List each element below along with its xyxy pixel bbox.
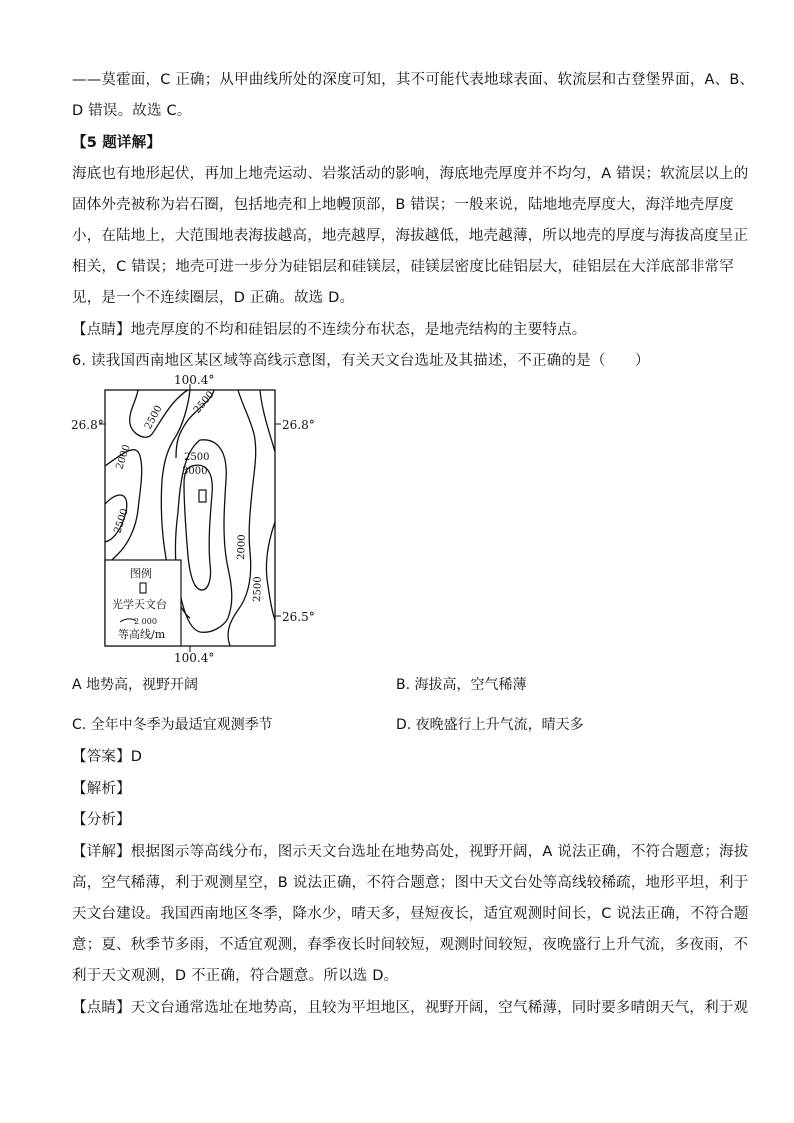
contour-line bbox=[266, 522, 275, 620]
option-a[interactable]: A 地势高，视野开阔 bbox=[72, 677, 199, 693]
option-d[interactable]: D. 夜晚盛行上升气流，晴天多 bbox=[396, 717, 584, 733]
contour-label: 2500 bbox=[191, 389, 217, 416]
text-line: 固体外壳被称为岩石圈，包括地壳和上地幔顶部，B 错误；一般来说，陆地地壳厚度大，海洋地壳厚度 bbox=[72, 197, 734, 213]
lon-bottom-label: 100.4° bbox=[174, 651, 215, 665]
answer: 【答案】D bbox=[72, 749, 143, 765]
legend-title: 图例 bbox=[130, 567, 152, 580]
contour-label: 2500 bbox=[142, 403, 165, 432]
question-stem: 6. 读我国西南地区某区域等高线示意图，有关天文台选址及其描述，不正确的是（ ） bbox=[72, 353, 650, 369]
text-line: 海底也有地形起伏，再加上地壳运动、岩浆活动的影响，海底地壳厚度并不均匀，A 错误；软流层以上的 bbox=[72, 166, 749, 182]
observatory-marker bbox=[199, 490, 206, 502]
detail-line: 高，空气稀薄，利于观测星空，B 说法正确，不符合题意；图中天文台处等高线较稀疏，地形平坦，利于 bbox=[72, 875, 749, 891]
text-line: ——莫霍面，C 正确；从甲曲线所处的深度可知，其不可能代表地球表面、软流层和古登堡界面，A、B、 bbox=[72, 72, 755, 88]
legend-contour-value: 2 000 bbox=[134, 617, 157, 626]
contour-line bbox=[184, 465, 212, 590]
text-line: 小，在陆地上，大范围地表海拔越高，地壳越厚，海拔越低，地壳越薄，所以地壳的厚度与海拔高度呈正 bbox=[72, 228, 749, 244]
detail-line: 【详解】根据图示等高线分布，图示天文台选址在地势高处，视野开阔，A 说法正确，不符合题意；海拔 bbox=[72, 844, 749, 860]
legend-observatory-label: 光学天文台 bbox=[112, 598, 167, 611]
contour-line bbox=[228, 390, 256, 646]
contour-label: 2500 bbox=[112, 507, 131, 535]
analysis-subheading: 【分析】 bbox=[72, 812, 131, 828]
detail-key-point: 【点睛】天文台通常选址在地势高，且较为平坦地区，视野开阔，空气稀薄，同时要多晴朗天气，利于观 bbox=[72, 1000, 749, 1016]
text-line: D 错误。故选 C。 bbox=[72, 103, 192, 119]
contour-label: 2500 bbox=[252, 576, 264, 603]
text-line: 相关，C 错误；地壳可进一步分为硅铝层和硅镁层，硅镁层密度比硅铝层大，硅铝层在大洋底部非常罕 bbox=[72, 259, 734, 275]
legend-observatory-icon bbox=[140, 583, 146, 593]
contour-label: 2000 bbox=[236, 534, 248, 561]
detail-line: 天文台建设。我国西南地区冬季，降水少，晴天多，昼短夜长，适宜观测时间长，C 说法正确，不符合题 bbox=[72, 906, 749, 922]
contour-label: 2000 bbox=[114, 443, 133, 471]
contour-line bbox=[260, 390, 275, 452]
lat-right-top-label: 26.8° bbox=[282, 418, 315, 432]
option-b[interactable]: B. 海拔高，空气稀薄 bbox=[396, 677, 527, 693]
key-point: 【点睛】地壳厚度的不均和硅铝层的不连续分布状态，是地壳结构的主要特点。 bbox=[72, 322, 587, 338]
option-c[interactable]: C. 全年中冬季为最适宜观测季节 bbox=[72, 717, 273, 733]
legend-contour-label: 等高线/m bbox=[118, 628, 166, 641]
detail-line: 意；夏、秋季节多雨，不适宜观测，春季夜长时间较短，观测时间较短，夜晚盛行上升气流，多夜雨，不 bbox=[72, 937, 749, 953]
contour-label: 3000 bbox=[182, 466, 208, 477]
lat-left-label: 26.8° bbox=[71, 418, 104, 432]
lon-top-label: 100.4° bbox=[174, 373, 215, 387]
contour-label: 2500 bbox=[184, 452, 210, 463]
detail-line: 利于天文观测，D 不正确，符合题意。所以选 D。 bbox=[72, 968, 399, 984]
contour-map bbox=[71, 372, 338, 665]
analysis-heading: 【解析】 bbox=[72, 781, 131, 797]
text-line: 见，是一个不连续圈层，D 正确。故选 D。 bbox=[72, 290, 355, 306]
lat-right-bottom-label: 26.5° bbox=[282, 610, 315, 624]
section-heading: 【5 题详解】 bbox=[72, 135, 162, 151]
